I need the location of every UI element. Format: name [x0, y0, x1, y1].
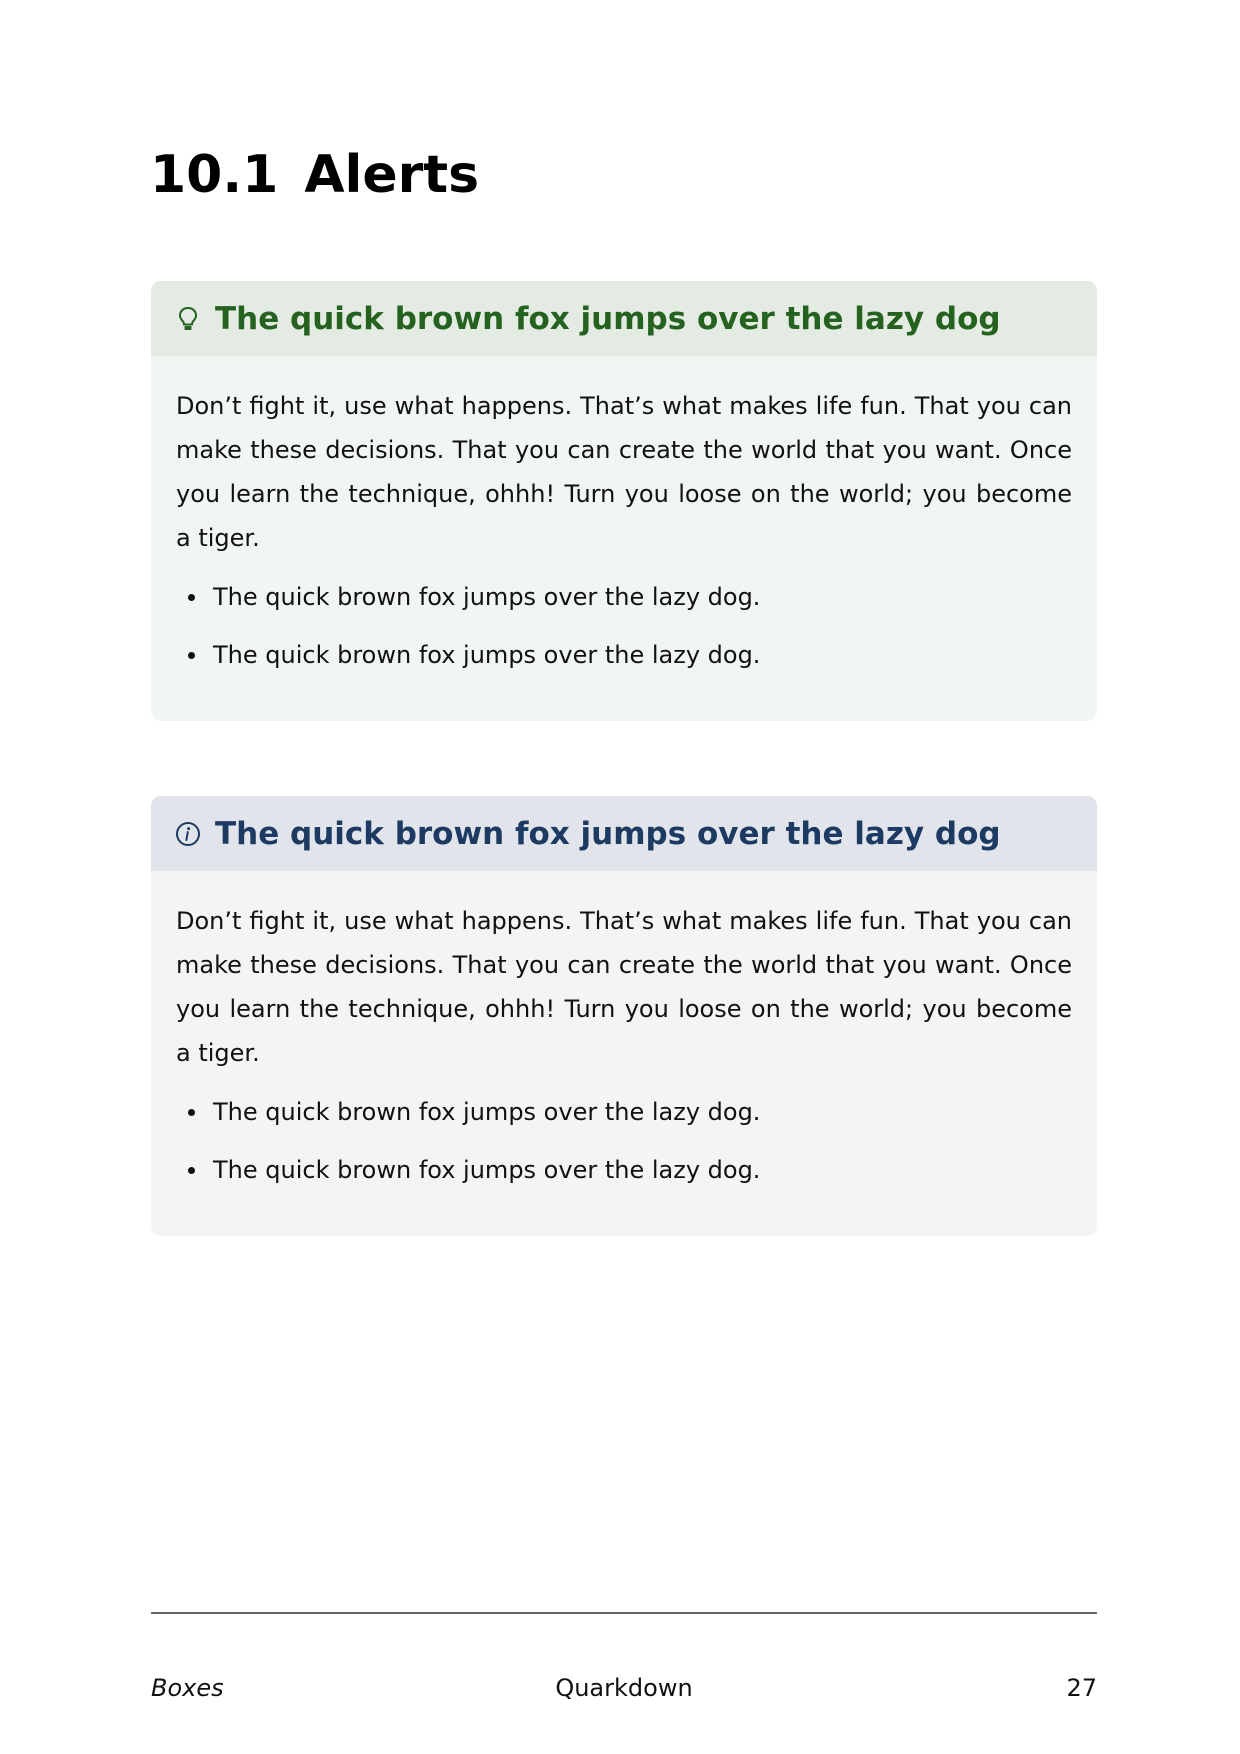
- footer-chapter-name: Boxes: [151, 1674, 224, 1702]
- lightbulb-icon: [175, 306, 201, 332]
- alert-title: The quick brown fox jumps over the lazy dog: [215, 815, 1001, 852]
- section-heading: [150, 140, 479, 210]
- footer-document-title: Quarkdown: [555, 1674, 693, 1702]
- alert-header: [151, 796, 1097, 871]
- info-icon: [175, 821, 201, 847]
- list-item: The quick brown fox jumps over the lazy dog.: [213, 578, 1072, 616]
- alert-header: [151, 281, 1097, 356]
- alert-title: The quick brown fox jumps over the lazy dog: [215, 300, 1001, 337]
- section-number: 10.1: [150, 145, 279, 205]
- page-footer: [151, 1668, 1097, 1708]
- list-item: The quick brown fox jumps over the lazy dog.: [213, 1093, 1072, 1131]
- page-number: 27: [1066, 1674, 1097, 1702]
- alert-body: [151, 871, 1097, 1189]
- tip-alert-box: [151, 281, 1097, 721]
- alert-paragraph: Don’t fight it, use what happens. That’s what makes life fun. That you can make these decisions. That you can create the world that you want. Once you learn the technique, ohhh! Turn you loose on the world; you become a tiger.: [176, 907, 1072, 1067]
- list-item: The quick brown fox jumps over the lazy dog.: [213, 636, 1072, 674]
- alert-paragraph: Don’t fight it, use what happens. That’s what makes life fun. That you can make these decisions. That you can create the world that you want. Once you learn the technique, ohhh! Turn you loose on the world; you become a tiger.: [176, 392, 1072, 552]
- bullet-list: [176, 1093, 1072, 1189]
- bullet-list: [176, 578, 1072, 674]
- info-alert-box: [151, 796, 1097, 1236]
- section-title: Alerts: [304, 145, 480, 205]
- alert-body: [151, 356, 1097, 674]
- list-item: The quick brown fox jumps over the lazy dog.: [213, 1151, 1072, 1189]
- footer-divider: [151, 1612, 1097, 1614]
